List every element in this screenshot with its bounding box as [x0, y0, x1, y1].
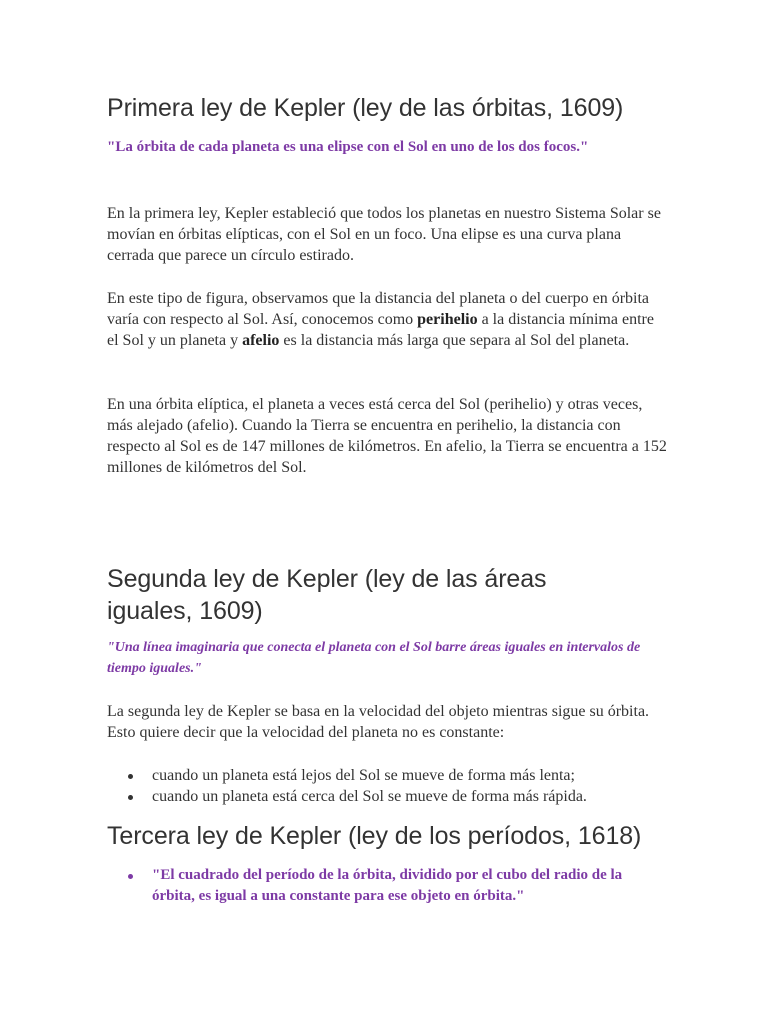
term-afelio: afelio: [242, 332, 280, 349]
section1-paragraph-2: [107, 288, 667, 351]
section1-paragraph-3: En una órbita elíptica, el planeta a veces está cerca del Sol (perihelio) y otras veces, más alejado (afelio). Cuando la Tierra se encuentra en perihelio, la distancia con respecto al Sol es de 147 millones de kilómetros. En afelio, la Tierra se encuentra a 152 millones de kilómetros del Sol.: [107, 396, 667, 476]
section1-paragraph-2-part-1: En este tipo de figura, observamos que la distancia del planeta o del cuerpo en órbita varía con respecto al Sol. Así, conocemos como: [107, 290, 650, 328]
section1-heading: Primera ley de Kepler (ley de las órbitas, 1609): [107, 94, 624, 122]
bullet-dot-icon: [128, 795, 133, 800]
list-item-text: cuando un planeta está lejos del Sol se mueve de forma más lenta;: [152, 767, 575, 784]
section1-paragraph-2-part-2: a la distancia mínima entre el Sol y un planeta y: [107, 311, 654, 349]
bullet-dot-icon: [128, 774, 133, 779]
section1-quote: "La órbita de cada planeta es una elipse con el Sol en uno de los dos focos.": [107, 139, 589, 155]
section3-heading: Tercera ley de Kepler (ley de los períodos, 1618): [107, 822, 642, 850]
list-item: [107, 765, 667, 786]
list-item: [107, 786, 667, 807]
section2-quote: "Una línea imaginaria que conecta el planeta con el Sol barre áreas iguales en intervalos de tiempo iguales.": [107, 640, 641, 676]
term-perihelio: perihelio: [417, 311, 478, 328]
list-item-text: cuando un planeta está cerca del Sol se mueve de forma más rápida.: [152, 788, 587, 805]
bullet-dot-icon: [128, 874, 133, 879]
section2-bullet-list: [107, 765, 667, 807]
list-item: [107, 865, 667, 907]
section1-paragraph-1: En la primera ley, Kepler estableció que todos los planetas en nuestro Sistema Solar se movían en órbitas elípticas, con el Sol en un foco. Una elipse es una curva plana cerrada que parece un círculo estirado.: [107, 205, 661, 264]
section3-bullet-list: [107, 865, 667, 907]
section1-paragraph-2-part-3: es la distancia más larga que separa al Sol del planeta.: [279, 332, 630, 349]
list-item-text: "El cuadrado del período de la órbita, dividido por el cubo del radio de la órbita, es igual a una constante para ese objeto en órbita.": [152, 867, 623, 904]
section2-heading: Segunda ley de Kepler (ley de las áreas iguales, 1609): [107, 565, 547, 625]
section2-paragraph-1: La segunda ley de Kepler se basa en la velocidad del objeto mientras sigue su órbita. Esto quiere decir que la velocidad del planeta no es constante:: [107, 703, 650, 741]
